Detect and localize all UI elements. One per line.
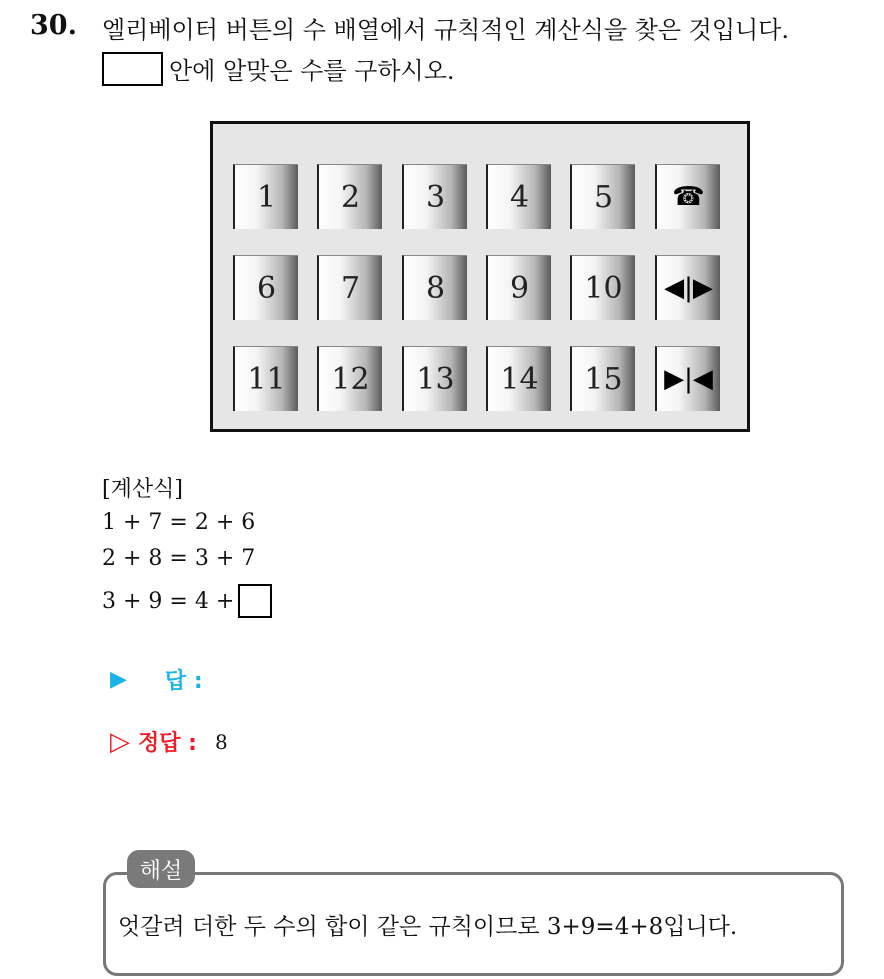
elevator-button-6: 6 [233, 255, 298, 320]
correct-answer-label: 정답 : [138, 731, 197, 756]
elevator-button-8: 8 [402, 255, 467, 320]
elevator-button-15: 15 [570, 346, 635, 411]
equation-3-container [102, 584, 272, 618]
equation-blank-box [238, 584, 272, 618]
elevator-button-panel [210, 121, 750, 432]
answer-label: 답 : [164, 669, 203, 694]
correct-answer-value: 8 [214, 729, 228, 754]
play-triangle-icon: ▶ [110, 667, 127, 692]
equation-1: 1 + 7 = 2 + 6 [102, 510, 256, 535]
door-open-icon: ◀|▶ [655, 255, 720, 320]
elevator-button-3: 3 [402, 164, 467, 229]
elevator-button-9: 9 [486, 255, 551, 320]
phone-icon: ☎ [655, 164, 720, 229]
elevator-button-4: 4 [486, 164, 551, 229]
question-text-line1: 엘리베이터 버튼의 수 배열에서 규칙적인 계산식을 찾은 것입니다. [102, 16, 789, 44]
correct-answer-row [110, 726, 228, 757]
answer-row [110, 664, 203, 695]
elevator-button-12: 12 [317, 346, 382, 411]
explanation-tab: 해설 [127, 850, 195, 888]
question-number: 30. [30, 10, 77, 41]
question-text-line2: 안에 알맞은 수를 구하시오. [169, 57, 455, 85]
outline-triangle-icon: ▷ [110, 726, 130, 757]
question-text-line2-container [102, 51, 455, 86]
equation-3: 3 + 9 = 4 + [102, 588, 235, 614]
elevator-button-5: 5 [570, 164, 635, 229]
elevator-button-10: 10 [570, 255, 635, 320]
equation-2: 2 + 8 = 3 + 7 [102, 546, 256, 571]
elevator-button-1: 1 [233, 164, 298, 229]
elevator-button-14: 14 [486, 346, 551, 411]
elevator-button-13: 13 [402, 346, 467, 411]
elevator-button-2: 2 [317, 164, 382, 229]
elevator-button-7: 7 [317, 255, 382, 320]
explanation-text: 엇갈려 더한 두 수의 합이 같은 규칙이므로 3+9=4+8입니다. [118, 914, 738, 940]
answer-blank-box [102, 52, 163, 86]
elevator-button-11: 11 [233, 346, 298, 411]
calc-title: [계산식] [102, 477, 183, 502]
door-close-icon: ▶|◀ [655, 346, 720, 411]
